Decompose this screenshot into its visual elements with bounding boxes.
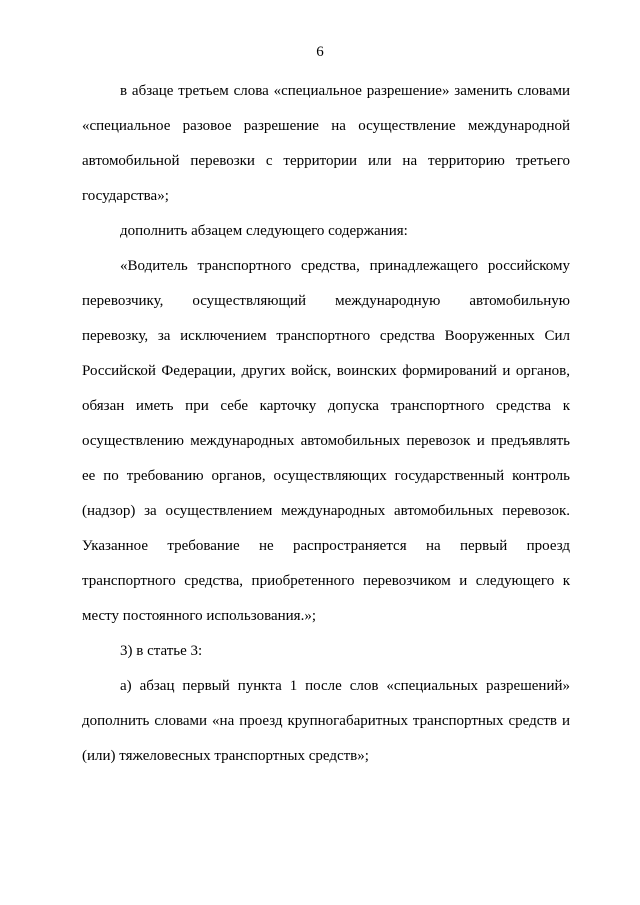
text-line-2: «специальное разовое разрешение на осуществление международной [82, 118, 570, 134]
text-line-3: автомобильной перевозки с территории или на территорию третьего [82, 153, 570, 169]
text-line-20: (или) тяжеловесных транспортных средств»; [82, 748, 369, 764]
text-line-8: перевозку, за исключением транспортного средства Вооруженных Сил [82, 328, 570, 344]
text-line-1: в абзаце третьем слова «специальное разрешение» заменить словами [120, 83, 570, 99]
text-line-4: государства»; [82, 188, 169, 204]
text-line-10: обязан иметь при себе карточку допуска транспортного средства к [82, 398, 570, 414]
text-line-16: месту постоянного использования.»; [82, 608, 316, 624]
text-line-12: ее по требованию органов, осуществляющих государственный контроль [82, 468, 570, 484]
text-line-13: (надзор) за осуществлением международных автомобильных перевозок. [82, 503, 570, 519]
text-line-18: а) абзац первый пункта 1 после слов «специальных разрешений» [120, 678, 570, 694]
text-line-19: дополнить словами «на проезд крупногабаритных транспортных средств и [82, 713, 570, 729]
text-line-5: дополнить абзацем следующего содержания: [120, 223, 408, 239]
text-line-7: перевозчику, осуществляющий международную автомобильную [82, 293, 570, 309]
text-line-11: осуществлению международных автомобильных перевозок и предъявлять [82, 433, 570, 449]
text-line-15: транспортного средства, приобретенного перевозчиком и следующего к [82, 573, 570, 589]
page-number: 6 [316, 44, 324, 60]
text-line-17: 3) в статье 3: [120, 643, 203, 659]
text-line-9: Российской Федерации, других войск, воинских формирований и органов, [82, 363, 570, 379]
text-line-6: «Водитель транспортного средства, принадлежащего российскому [120, 258, 570, 274]
text-line-14: Указанное требование не распространяется на первый проезд [82, 538, 570, 554]
